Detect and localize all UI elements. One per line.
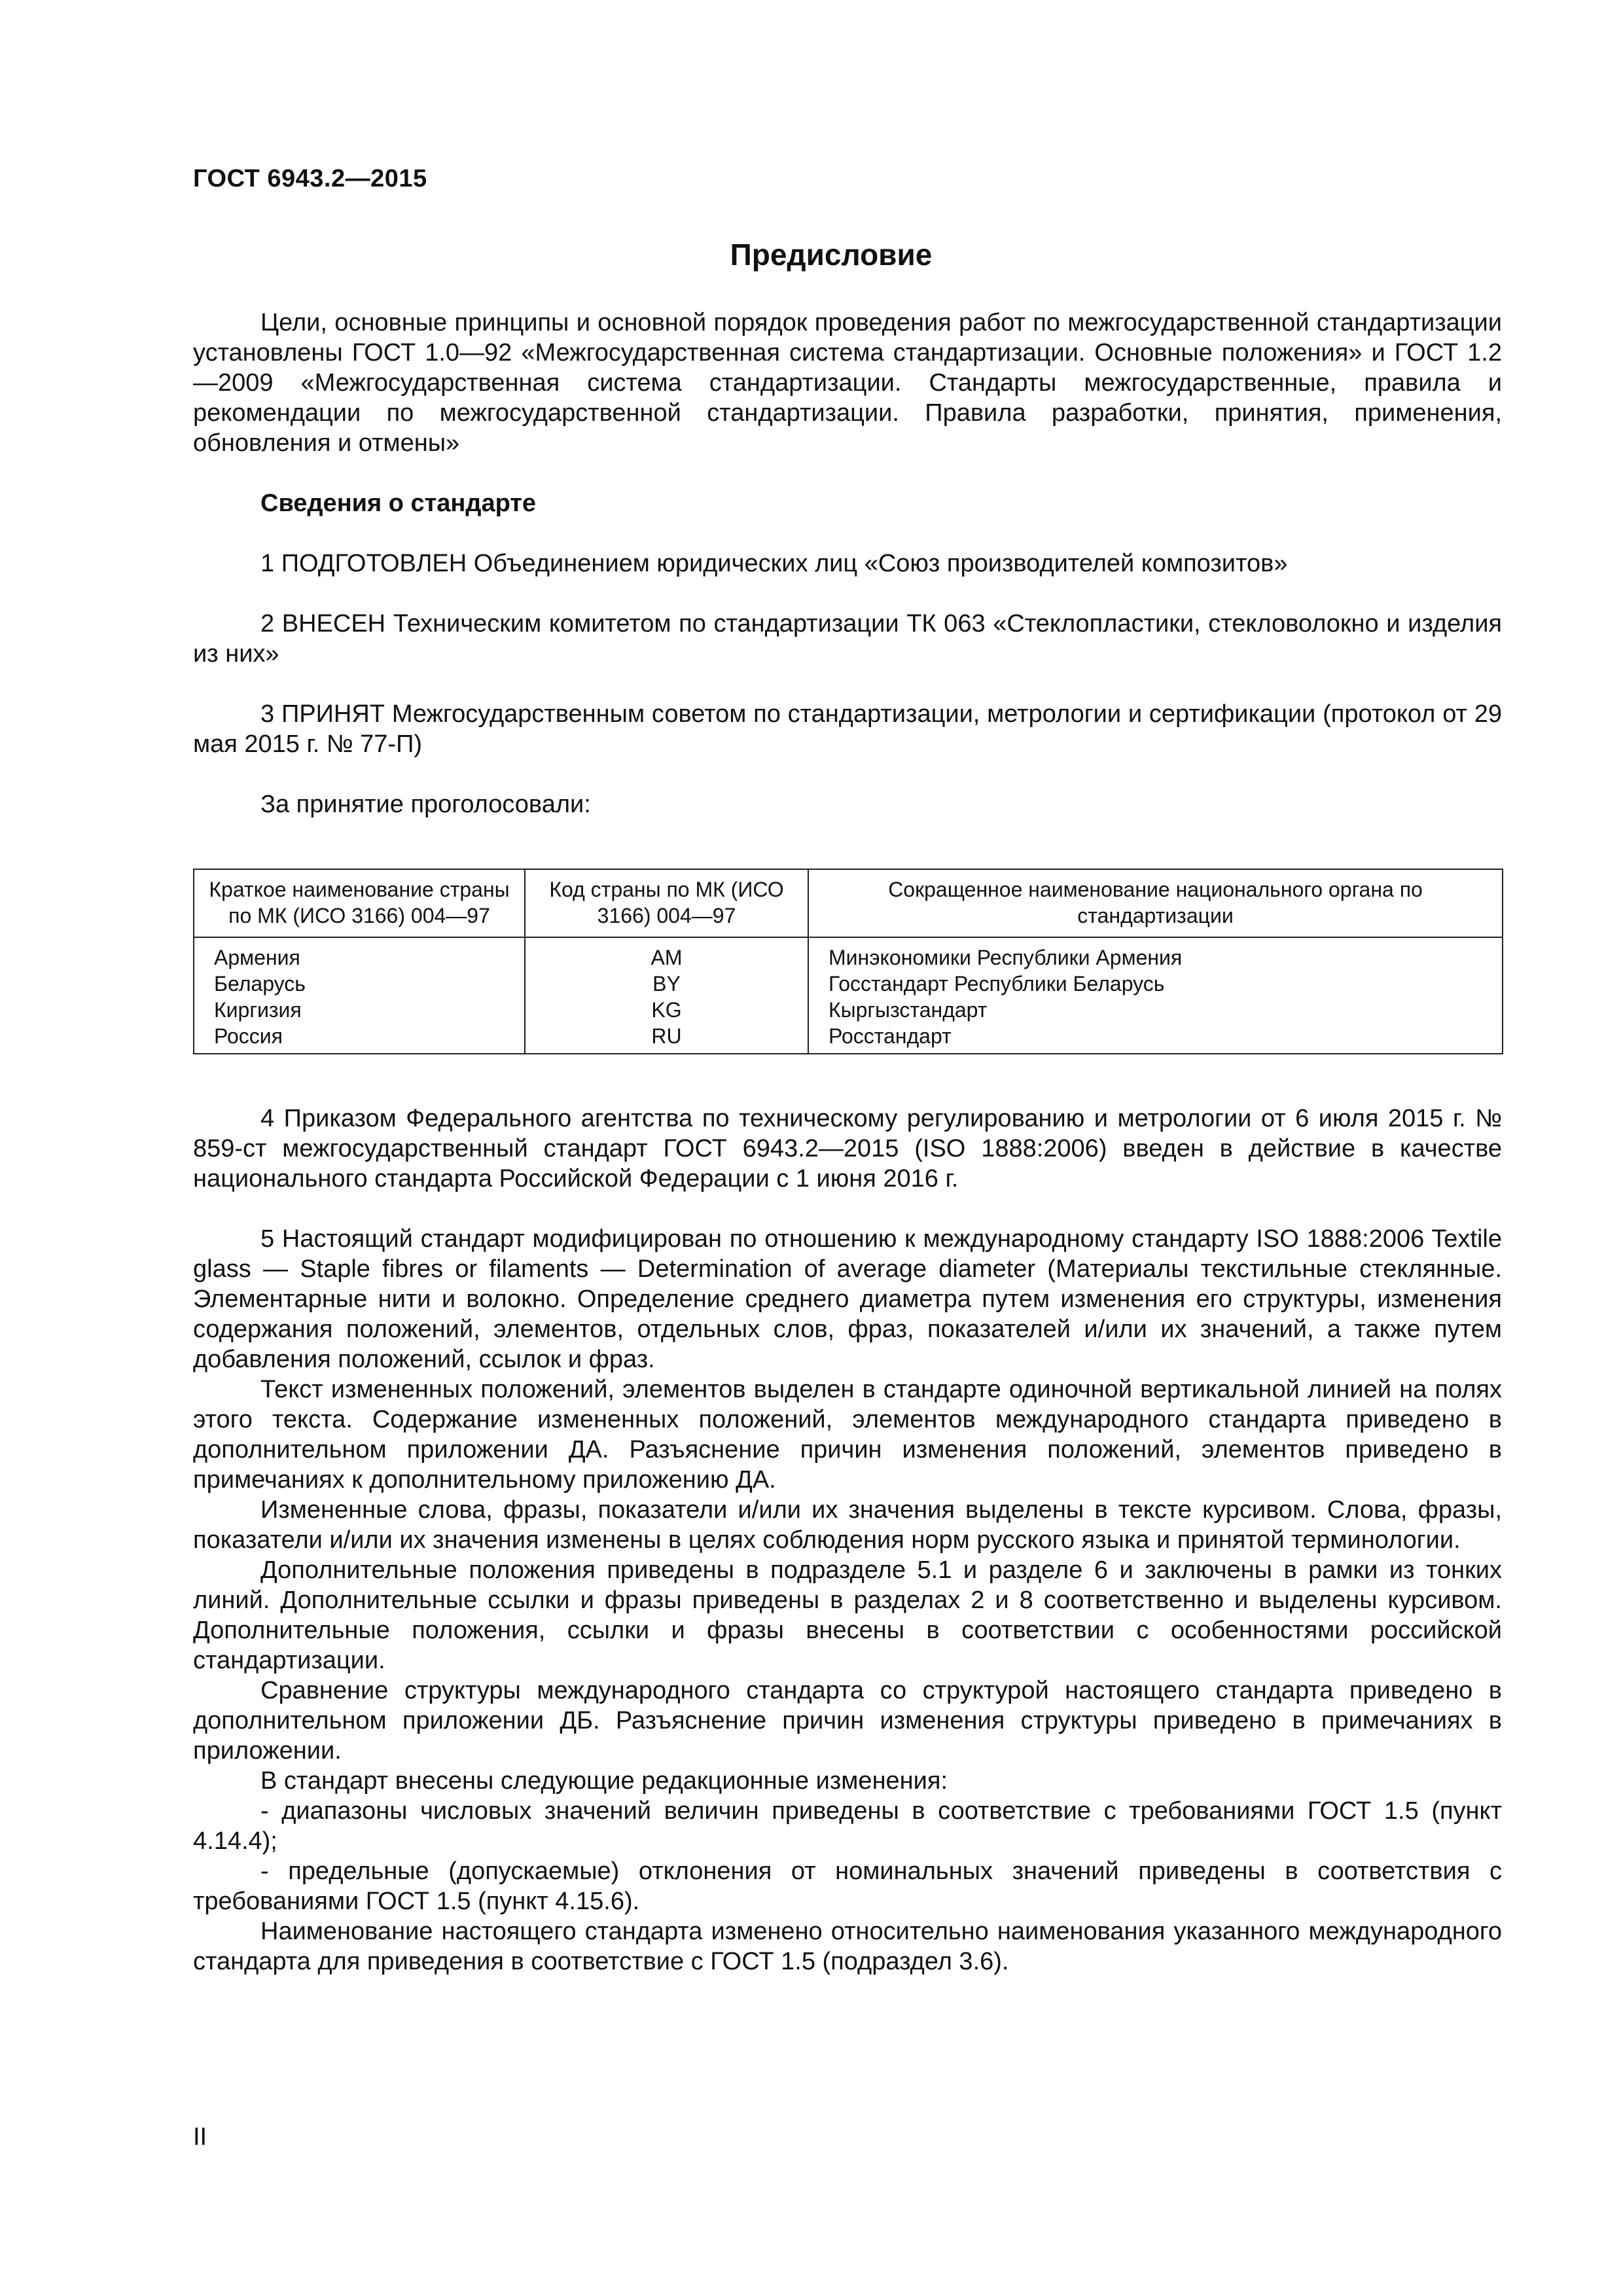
table-row xyxy=(194,1023,1503,1054)
header-country: Краткое наименование страны по МК (ИСО 3166) 004—97 xyxy=(194,869,525,937)
page-title: Предисловие xyxy=(730,238,933,272)
document-code: ГОСТ 6943.2—2015 xyxy=(193,165,427,192)
voting-table-wrap xyxy=(193,869,1502,1054)
item-5-paragraph: Дополнительные положения приведены в подразделе 5.1 и разделе 6 и заключены в рамки из тонких линий. Дополнительные ссылки и фразы приведены в разделах 2 и 8 соответственно и выделены курсивом. Дополнительные положения, ссылки и фразы внесены в соответствии с особенностями российской стандартизации. xyxy=(193,1556,1502,1674)
item-5-paragraph: - предельные (допускаемые) отклонения от номинальных значений приведены в соответствия с требованиями ГОСТ 1.5 (пункт 4.15.6). xyxy=(193,1857,1502,1915)
cell-country: Армения xyxy=(194,937,525,971)
item-5-paragraph: Сравнение структуры международного стандарта со структурой настоящего стандарта приведено в дополнительном приложении ДБ. Разъяснение причин изменения структуры приведено в примечаниях в приложении. xyxy=(193,1677,1502,1765)
preface-bottom-block xyxy=(193,1103,1502,1977)
item-4: 4 Приказом Федерального агентства по техническому регулированию и метрологии от 6 июля 2015 г. № 859-ст межгосударственный стандарт ГОСТ 6943.2—2015 (ISO 1888:2006) введен в действие в качестве национального стандарта Российской Федерации с 1 июня 2016 г. xyxy=(193,1105,1502,1193)
item-2: 2 ВНЕСЕН Техническим комитетом по стандартизации ТК 063 «Стеклопластики, стекловолокно и изделия из них» xyxy=(193,610,1502,668)
intro-paragraph: Цели, основные принципы и основной порядок проведения работ по межгосударственной стандартизации установлены ГОСТ 1.0—92 «Межгосударственная система стандартизации. Основные положения» и ГОСТ 1.2—2009 «Межгосударственная система стандартизации. Стандарты межгосударственные, правила и рекомендации по межгосударственной стандартизации. Правила разработки, принятия, применения, обновления и отмены» xyxy=(193,309,1502,457)
cell-body: Госстандарт Республики Беларусь xyxy=(808,971,1503,997)
table-header-row xyxy=(194,869,1503,937)
cell-body: Росстандарт xyxy=(808,1023,1503,1054)
item-5-paragraph: Наименование настоящего стандарта изменено относительно наименования указанного международного стандарта для приведения в соответствие с ГОСТ 1.5 (подраздел 3.6). xyxy=(193,1918,1502,1975)
item-5-paragraph: 5 Настоящий стандарт модифицирован по отношению к международному стандарту ISO 1888:2006 Textile glass — Staple fibres or filaments — Determination of average diameter (Материалы текстильные стеклянные. Элементарные нити и волокно. Определение среднего диаметра путем изменения его структуры, изменения содержания положений, элементов, отдельных слов, фраз, показателей и/или их значений, а также путем добавления положений, ссылок и фраз. xyxy=(193,1225,1502,1373)
page-number: II xyxy=(193,2123,207,2151)
info-heading: Сведения о стандарте xyxy=(260,490,537,517)
header-code: Код страны по МК (ИСО 3166) 004—97 xyxy=(525,869,808,937)
cell-country: Беларусь xyxy=(194,971,525,997)
header-body: Сокращенное наименование национального органа по стандартизации xyxy=(808,869,1503,937)
cell-country: Киргизия xyxy=(194,997,525,1023)
item-5-paragraph: В стандарт внесены следующие редакционные изменения: xyxy=(260,1767,948,1795)
vote-label: За принятие проголосовали: xyxy=(260,791,591,818)
item-5-paragraph: - диапазоны числовых значений величин приведены в соответствие с требованиями ГОСТ 1.5 (пункт 4.14.4); xyxy=(193,1797,1502,1855)
preface-top-block xyxy=(193,308,1502,819)
cell-code: KG xyxy=(525,997,808,1023)
cell-country: Россия xyxy=(194,1023,525,1054)
cell-body: Минэкономики Республики Армения xyxy=(808,937,1503,971)
cell-code: RU xyxy=(525,1023,808,1054)
table-row xyxy=(194,937,1503,971)
item-5-paragraph: Текст измененных положений, элементов выделен в стандарте одиночной вертикальной линией на полях этого текста. Содержание измененных положений, элементов международного стандарта приведено в дополнительном приложении ДА. Разъяснение причин изменения положений, элементов приведено в примечаниях к дополнительному приложению ДА. xyxy=(193,1376,1502,1494)
cell-body: Кыргызстандарт xyxy=(808,997,1503,1023)
item-3: 3 ПРИНЯТ Межгосударственным советом по стандартизации, метрологии и сертификации (протокол от 29 мая 2015 г. № 77-П) xyxy=(193,700,1502,758)
voting-table xyxy=(193,869,1503,1054)
table-row xyxy=(194,971,1503,997)
cell-code: AM xyxy=(525,937,808,971)
table-row xyxy=(194,997,1503,1023)
item-1: 1 ПОДГОТОВЛЕН Объединением юридических лиц «Союз производителей композитов» xyxy=(260,550,1288,577)
item-5-paragraph: Измененные слова, фразы, показатели и/или их значения выделены в тексте курсивом. Слова, фразы, показатели и/или их значения изменены в целях соблюдения норм русского языка и принятой терминологии. xyxy=(193,1496,1502,1554)
cell-code: BY xyxy=(525,971,808,997)
